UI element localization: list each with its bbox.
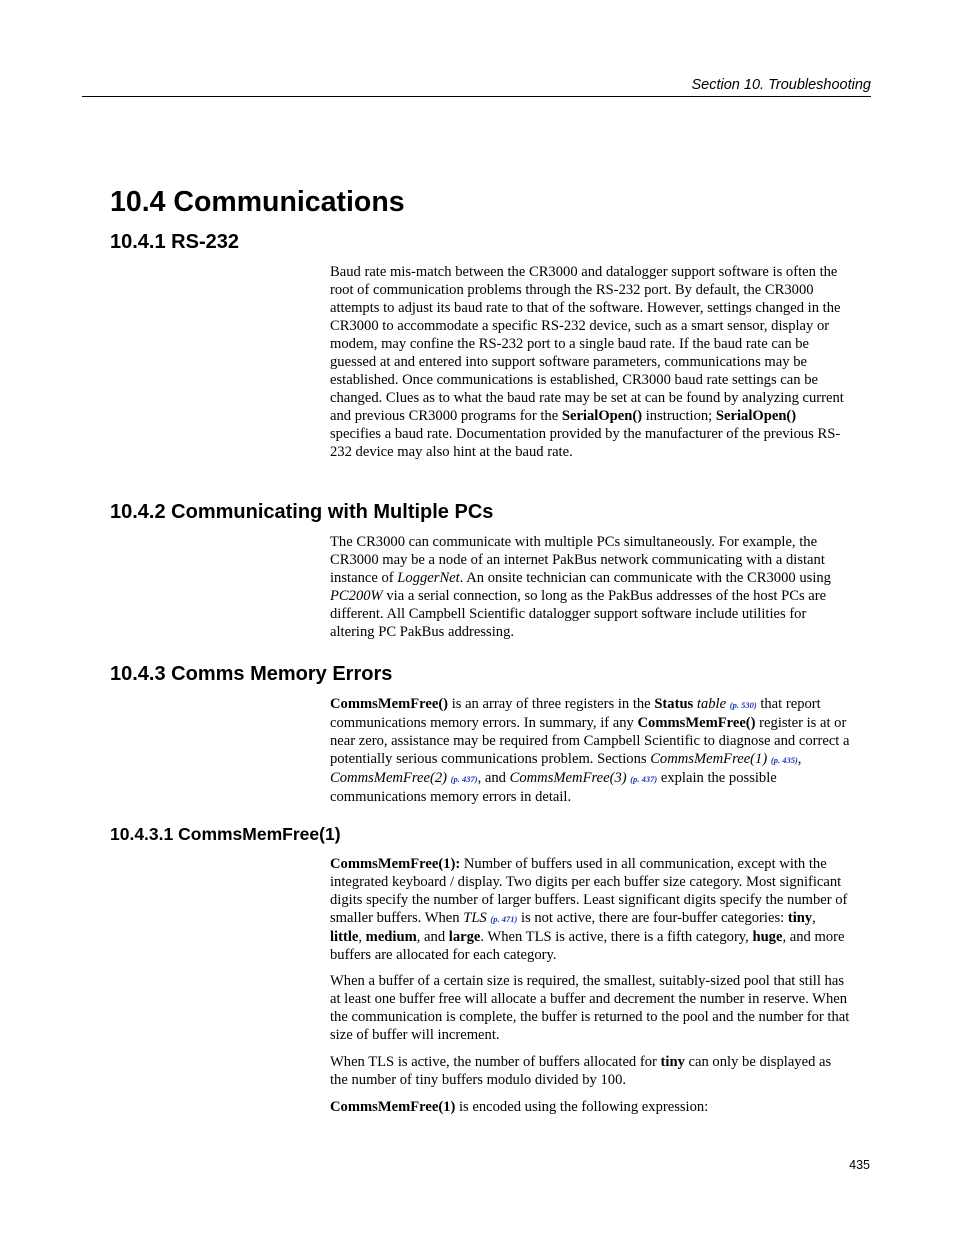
little-keyword: little <box>330 929 359 945</box>
section-title: 10.4 Communications <box>110 186 405 218</box>
running-header: Section 10. Troubleshooting <box>82 76 871 97</box>
loggernet-term: LoggerNet <box>397 570 460 586</box>
tiny-keyword: tiny <box>660 1054 685 1070</box>
commsmemfree1-term: CommsMemFree(1) <box>650 751 768 767</box>
huge-keyword: huge <box>752 929 783 945</box>
heading-rs232: 10.4.1 RS-232 <box>110 231 239 253</box>
heading-commsmemfree1: 10.4.3.1 CommsMemFree(1) <box>110 824 341 844</box>
commsmemfree2-term: CommsMemFree(2) <box>330 770 447 786</box>
commsmemfree3-term: CommsMemFree(3) <box>509 770 627 786</box>
commsmemfree-keyword: CommsMemFree() <box>330 696 449 712</box>
page-ref-link[interactable]: (p. 437) <box>450 774 478 784</box>
commsmemfree1-keyword: CommsMemFree(1) <box>330 1099 456 1115</box>
commsmemfree-keyword: CommsMemFree() <box>637 715 756 731</box>
medium-keyword: medium <box>365 929 417 945</box>
serialopen-keyword: SerialOpen() <box>561 408 643 424</box>
page-number: 435 <box>849 1158 870 1172</box>
commsmemfree1-keyword: CommsMemFree(1): <box>330 856 461 872</box>
tls-term: TLS <box>463 910 487 926</box>
heading-multiple-pcs: 10.4.2 Communicating with Multiple PCs <box>110 501 494 523</box>
encoding-paragraph: CommsMemFree(1) is encoded using the following expression: <box>330 1099 709 1115</box>
pc200w-term: PC200W <box>330 588 383 604</box>
tls-tiny-paragraph: When TLS is active, the number of buffers allocated for tiny can only be displayed as the number of tiny buffers modulo divided by 100. <box>330 1054 832 1088</box>
rs232-paragraph: Baud rate mis-match between the CR3000 and datalogger support software is often the root of communication problems through the RS-232 port. By default, the CR3000 attempts to adjust its baud rate to that of the software. However, settings changed in the CR3000 to accommodate a specific RS-232 device, such as a smart sensor, display or modem, may confine the RS-232 port to a single baud rate. If the baud rate can be guessed at and entered into support software parameters, communications may be established. Once communications is established, CR3000 baud rate settings can be changed. Clues as to what the baud rate may be set at can be found by analyzing current and previous CR3000 programs for the SerialOpen() instruction; SerialOpen() specifies a baud rate. Documentation provided by the manufacturer of the previous RS-232 device may also hint at the baud rate. <box>330 264 844 460</box>
status-keyword: Status <box>654 696 694 712</box>
heading-comms-memory-errors: 10.4.3 Comms Memory Errors <box>110 663 393 685</box>
comms-memory-paragraph: CommsMemFree() is an array of three registers in the Status table (p. 530) that report communications memory errors. In summary, if any CommsMemFree() register is at or near zero, assistance may be required from Campbell Scientific to diagnose and correct a potentially serious communications problem. Sections CommsMemFree(1) (p. 435), CommsMemFree(2) (p. 437), and CommsMemFree(3) (p. 437) explain the possible communications memory errors in detail. <box>330 696 850 805</box>
page-ref-link[interactable]: (p. 530) <box>729 700 757 710</box>
buffer-allocation-paragraph: When a buffer of a certain size is required, the smallest, suitably-sized pool that still has at least one buffer free will allocate a buffer and decrement the number in reserve. When the communication is complete, the buffer is returned to the pool and the number for that size of buffer will increment. <box>330 973 850 1043</box>
serialopen-keyword: SerialOpen() <box>715 408 797 424</box>
tiny-keyword: tiny <box>787 910 813 926</box>
page-ref-link[interactable]: (p. 437) <box>630 774 658 784</box>
page-ref-link[interactable]: (p. 435) <box>770 755 798 765</box>
multiple-pcs-paragraph: The CR3000 can communicate with multiple PCs simultaneously. For example, the CR3000 may be a node of an internet PakBus network communicating with a distant instance of LoggerNet. An onsite technician can communicate with the CR3000 using PC200W via a serial connection, so long as the PakBus addresses of the host PCs are different. All Campbell Scientific datalogger support software include utilities for altering PC PakBus addressing. <box>330 534 831 640</box>
page-ref-link[interactable]: (p. 471) <box>490 914 518 924</box>
table-term: table <box>696 696 727 712</box>
commsmemfree1-paragraph: CommsMemFree(1): Number of buffers used in all communication, except with the integrated keyboard / display. Two digits per each buffer size category. Most significant digits specify the number of larger buffers. Least significant digits specify the number of smaller buffers. When TLS (p. 471) is not active, there are four-buffer categories: tiny, little, medium, and large. When TLS is active, there is a fifth category, huge, and more buffers are allocated for each category. <box>330 856 848 963</box>
large-keyword: large <box>448 929 481 945</box>
